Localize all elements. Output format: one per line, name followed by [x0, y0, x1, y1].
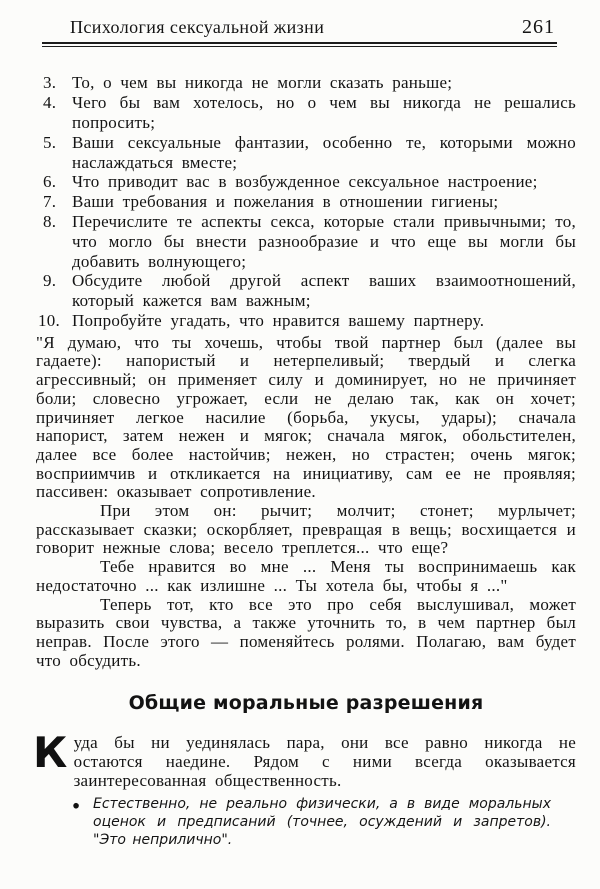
item-text: Обсудите любой другой аспект ваших взаимоотношений, который кажется вам важным; [72, 271, 576, 311]
item-number: 6. [43, 172, 57, 192]
list-item [36, 271, 576, 311]
list-item [36, 311, 576, 331]
lead-text: уда бы ни уединялась пара, они все равно никогда не остаются наедине. Рядом с ними всегда оказывается заинтересованная общественность. [73, 733, 576, 790]
lead-paragraph [33, 728, 576, 790]
body-paragraph: Тебе нравится во мне ... Меня ты воспринимаешь как недостаточно ... как излишне ... Ты хотела бы, чтобы я ..." [36, 557, 576, 595]
body-paragraph: При этом он: рычит; молчит; стонет; мурлычет; рассказывает сказки; оскорбляет, превращая в вещь; восхищается и говорит нежные слова; весело треплется... что еще? [36, 501, 576, 558]
page-number: 261 [522, 16, 555, 38]
item-number: 3. [43, 73, 57, 93]
header-double-rule [42, 42, 557, 47]
bullet-icon: ● [70, 796, 82, 813]
body-paragraph: Теперь тот, кто все это про себя выслушивал, может выразить свои чувства, а также уточнить то, в чем партнер был неправ. После этого — поменяйтесь ролями. Полагаю, вам будет что обсудить. [36, 594, 576, 670]
item-number: 7. [43, 192, 57, 212]
running-head [36, 16, 576, 42]
item-text: Чего бы вам хотелось, но о чем вы никогда не решались попросить; [72, 93, 576, 132]
body-paragraphs [36, 334, 576, 671]
footnote-text: Естественно, не реально физически, а в виде моральных оценок и предписаний (точнее, осуждений и запретов). "Это неприлично". [93, 795, 551, 849]
quote-paragraph: "Я думаю, что ты хочешь, чтобы твой партнер был (далее вы гадаете): напористый и нетерпеливый; твердый и слегка агрессивный; он применяет силу и доминирует, но не причиняет боли; словесно угрожает, если не делаю так, как он хочет; причиняет легкое насилие (борьба, укусы, удары); сначала напорист, затем нежен и мягок; сначала мягок, обольстителен, далее все более настойчив; нежен, но страстен; очень мягок; восприимчив и откликается на инициативу, сам ее не проявляя; пассивен: оказывает сопротивление. [36, 332, 576, 502]
list-item [36, 212, 576, 271]
item-number: 5. [43, 132, 57, 152]
item-number: 9. [43, 271, 57, 291]
item-number: 8. [43, 211, 57, 231]
drop-cap: К [33, 728, 68, 778]
running-head-title: Психология сексуальной жизни [70, 17, 325, 37]
question-list [36, 73, 576, 330]
item-number: 4. [43, 93, 57, 113]
item-text: Ваши сексуальные фантазии, особенно те, которыми можно наслаждаться вместе; [72, 132, 576, 172]
list-item [36, 133, 576, 173]
item-text: Ваши требования и пожелания в отношении гигиены; [72, 192, 499, 212]
list-item [36, 73, 576, 93]
list-item [36, 172, 576, 192]
list-item [36, 192, 576, 212]
item-text: Что приводит вас в возбужденное сексуальное настроение; [72, 172, 538, 192]
section-heading: Общие моральные разрешения [128, 692, 484, 715]
item-text: То, о чем вы никогда не могли сказать раньше; [72, 73, 453, 93]
item-text: Перечислите те аспекты секса, которые стали привычными; то, что могло бы внести разнообразие и что еще вы могли бы добавить волнующего; [72, 211, 576, 271]
list-item [36, 93, 576, 133]
item-number: 10. [38, 310, 60, 330]
footnote [72, 795, 551, 850]
item-text: Попробуйте угадать, что нравится вашему партнеру. [72, 310, 485, 330]
page-header [36, 16, 576, 47]
